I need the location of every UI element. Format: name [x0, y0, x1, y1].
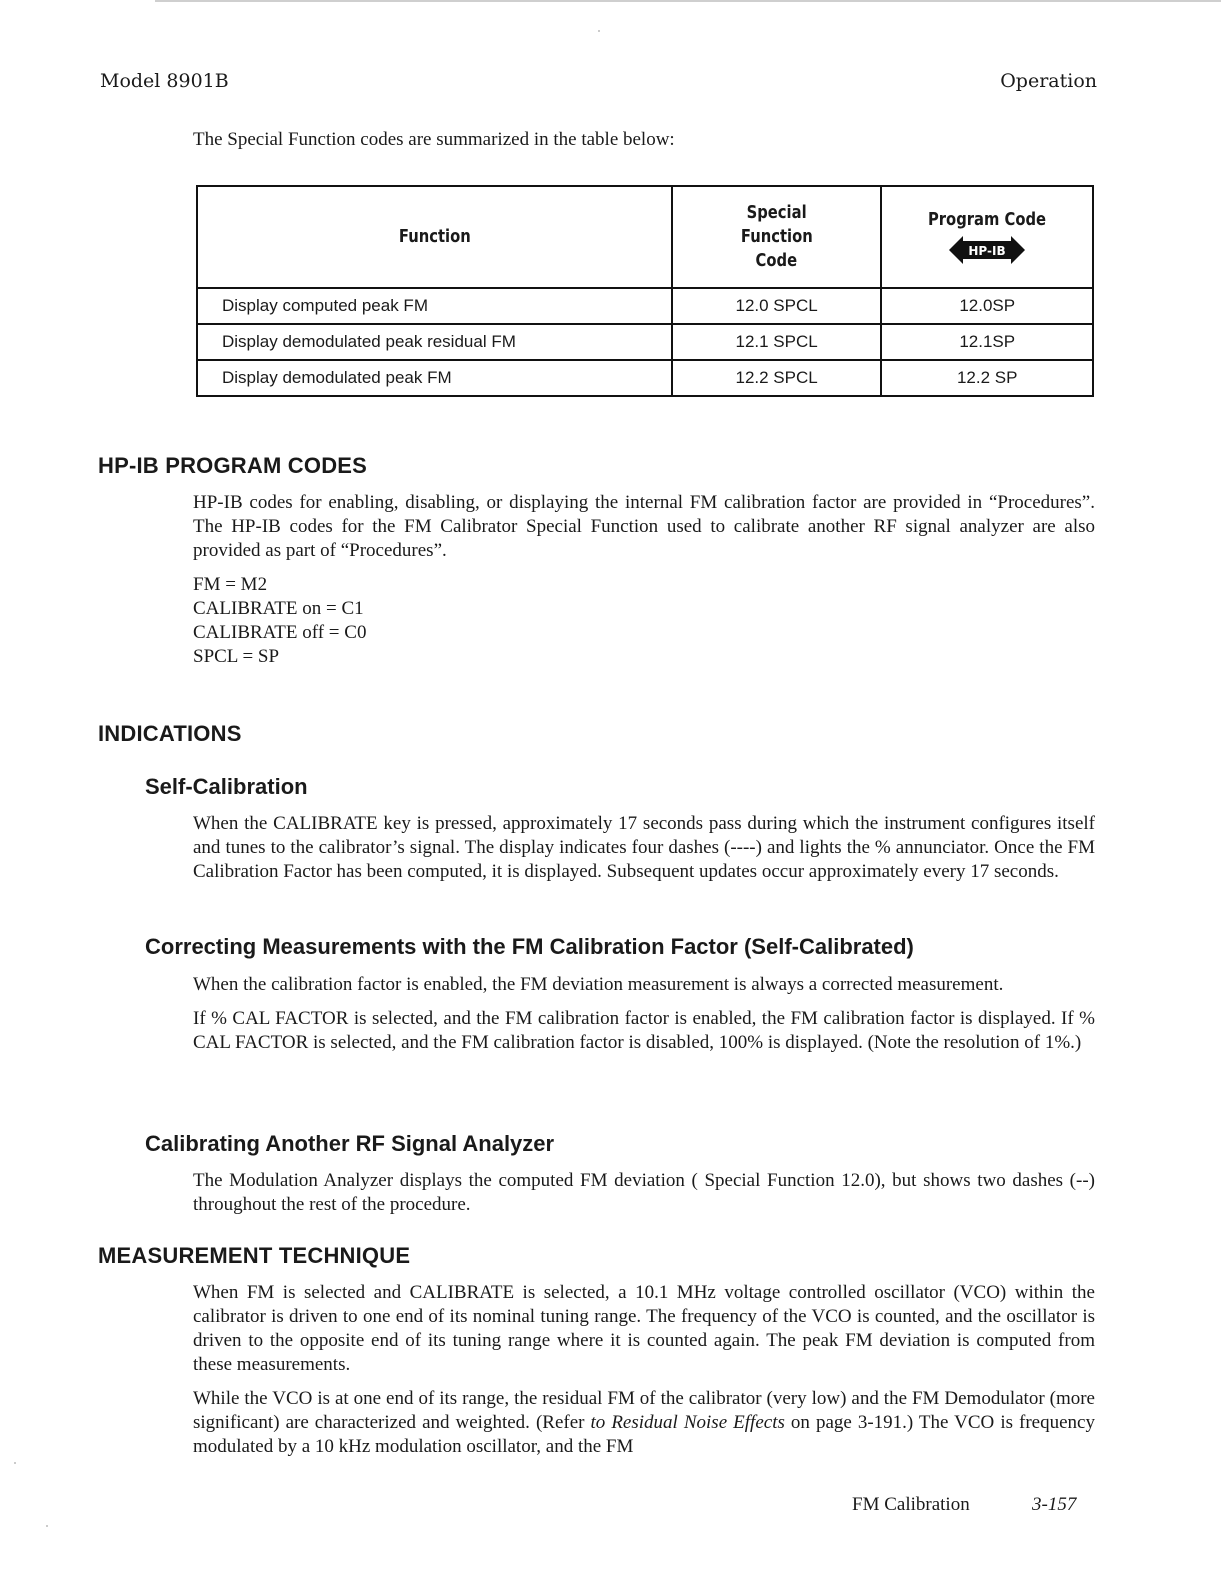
code-line: CALIBRATE on = C1: [193, 598, 364, 619]
hpib-arrow-icon: [949, 234, 1025, 266]
header-spcl-line: Special: [746, 202, 807, 223]
scan-speck: [46, 1525, 48, 1527]
heading-measurement-technique: MEASUREMENT TECHNIQUE: [98, 1243, 411, 1268]
hpib-code-list: [193, 573, 1095, 669]
header-model: Model 8901B: [100, 70, 229, 92]
table-row: [197, 288, 1093, 324]
header-function: Function: [197, 186, 672, 288]
footer-page-number: 3-157: [1032, 1494, 1077, 1515]
table-row: [197, 324, 1093, 360]
row-function: Display demodulated peak residual FM: [197, 324, 672, 360]
header-spcl-line: Function: [740, 226, 813, 247]
scan-speck: [14, 1462, 16, 1464]
header-spcl-line: Code: [755, 250, 798, 271]
row-program-code: 12.1SP: [881, 324, 1093, 360]
row-program-code: 12.2 SP: [881, 360, 1093, 396]
table-intro: The Special Function codes are summarized in the table below:: [193, 129, 675, 150]
correcting-paragraph-1: When the calibration factor is enabled, the FM deviation measurement is always a corrected measurement.: [193, 974, 1004, 995]
technique-paragraph-2: While the VCO is at one end of its range, the residual FM of the calibrator (very low) and the FM Demodulator (more significant) are characterized and weighted. (Refer to Residual Noise Effects on page 3-191.) The VCO is frequency modulated by a 10 kHz modulation oscillator, and the FM: [193, 1388, 1095, 1457]
heading-indications: INDICATIONS: [98, 721, 242, 746]
heading-self-calibration: Self-Calibration: [145, 774, 308, 799]
scan-speck: [598, 30, 600, 32]
header-special-function-code: [672, 186, 882, 288]
row-spcl-code: 12.0 SPCL: [672, 288, 882, 324]
top-rule: [155, 0, 1221, 2]
footer-section: FM Calibration: [852, 1494, 970, 1515]
heading-calibrating-another-analyzer: Calibrating Another RF Signal Analyzer: [145, 1131, 555, 1156]
correcting-paragraph-2: If % CAL FACTOR is selected, and the FM calibration factor is enabled, the FM calibration factor is displayed. If % CAL FACTOR is selected, and the FM calibration factor is disabled, 100% is displayed. (Note the resolution of 1%.): [193, 1008, 1095, 1053]
header-section: Operation: [1000, 70, 1097, 92]
heading-hpib-program-codes: HP-IB PROGRAM CODES: [98, 453, 368, 478]
hpib-badge-label: HP-IB: [968, 244, 1006, 258]
row-function: Display computed peak FM: [197, 288, 672, 324]
table-header-row: [197, 186, 1093, 288]
code-line: SPCL = SP: [193, 646, 280, 667]
table-row: [197, 360, 1093, 396]
code-line: CALIBRATE off = C0: [193, 622, 367, 643]
special-function-table: [196, 185, 1094, 397]
header-program-code: Program Code HP-IB: [881, 186, 1093, 288]
row-spcl-code: 12.1 SPCL: [672, 324, 882, 360]
residual-noise-reference: to Residual Noise Effects: [590, 1412, 785, 1433]
technique-paragraph-1: When FM is selected and CALIBRATE is selected, a 10.1 MHz voltage controlled oscillator (VCO) within the calibrator is driven to one end of its nominal tuning range. The frequency of the VCO is counted, and the oscillator is driven to the opposite end of its tuning range where it is counted again. The peak FM deviation is computed from these measurements.: [193, 1282, 1095, 1375]
self-calibration-paragraph: When the CALIBRATE key is pressed, approximately 17 seconds pass during which the instrument configures itself and tunes to the calibrator’s signal. The display indicates four dashes (----) and lights the % annunciator. Once the FM Calibration Factor has been computed, it is displayed. Subsequent updates occur approximately every 17 seconds.: [193, 813, 1095, 882]
heading-correcting-measurements: Correcting Measurements with the FM Calibration Factor (Self-Calibrated): [145, 934, 914, 959]
row-program-code: 12.0SP: [881, 288, 1093, 324]
calibrating-another-paragraph: The Modulation Analyzer displays the computed FM deviation ( Special Function 12.0), but shows two dashes (--) throughout the rest of the procedure.: [193, 1170, 1095, 1215]
code-line: FM = M2: [193, 574, 268, 595]
hpib-paragraph: HP-IB codes for enabling, disabling, or displaying the internal FM calibration factor are provided in “Procedures”. The HP-IB codes for the FM Calibrator Special Function used to calibrate another RF signal analyzer are also provided as part of “Procedures”.: [193, 492, 1095, 561]
row-spcl-code: 12.2 SPCL: [672, 360, 882, 396]
row-function: Display demodulated peak FM: [197, 360, 672, 396]
